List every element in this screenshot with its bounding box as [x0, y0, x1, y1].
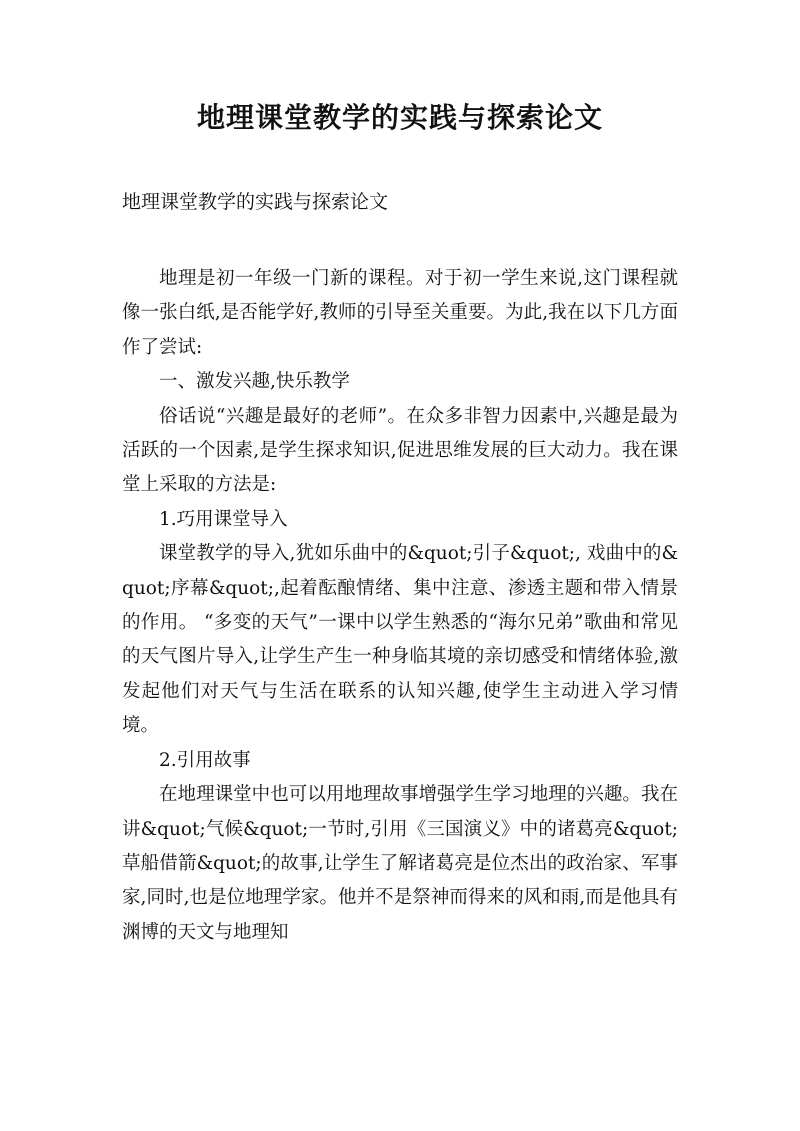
paragraph-introduction: 课堂教学的导入,犹如乐曲中的&quot;引子&quot;, 戏曲中的&quot;序幕&quot;,起着酝酿情绪、集中注意、渗透主题和带入情景的作用。 “多变的天气”一课中以学生熟悉的“海尔兄弟”歌曲和常见的天气图片导入,让学生产生一种身临其境的亲切感受和情绪体验,激发起他们对天气与生活在联系的认知兴趣,使学生主动进入学习情境。 [122, 543, 678, 737]
paragraph-intro: 地理是初一年级一门新的课程。对于初一学生来说,这门课程就像一张白纸,是否能学好,教师的引导至关重要。为此,我在以下几方面作了尝试: [122, 268, 678, 358]
subheading-2: 2.引用故事 [159, 749, 251, 771]
document-subtitle: 地理课堂教学的实践与探索论文 [122, 191, 389, 213]
paragraph-story: 在地理课堂中也可以用地理故事增强学生学习地理的兴趣。我在讲&quot;气候&quot;一节时,引用《三国演义》中的诸葛亮&quot;草船借箭&quot;的故事,让学生了解诸葛亮是位杰出的政治家、军事家,同时,也是位地理学家。他并不是祭神而得来的风和雨,而是他具有渊博的天文与地理知 [122, 784, 678, 943]
subheading-1: 1.巧用课堂导入 [159, 508, 288, 530]
section-heading-1: 一、激发兴趣,快乐教学 [159, 371, 350, 393]
document-body [122, 262, 678, 950]
paragraph-interest: 俗话说“兴趣是最好的老师”。在众多非智力因素中,兴趣是最为活跃的一个因素,是学生探求知识,促进思维发展的巨大动力。我在课堂上采取的方法是: [122, 405, 678, 496]
document-title: 地理课堂教学的实践与探索论文 [196, 101, 603, 134]
